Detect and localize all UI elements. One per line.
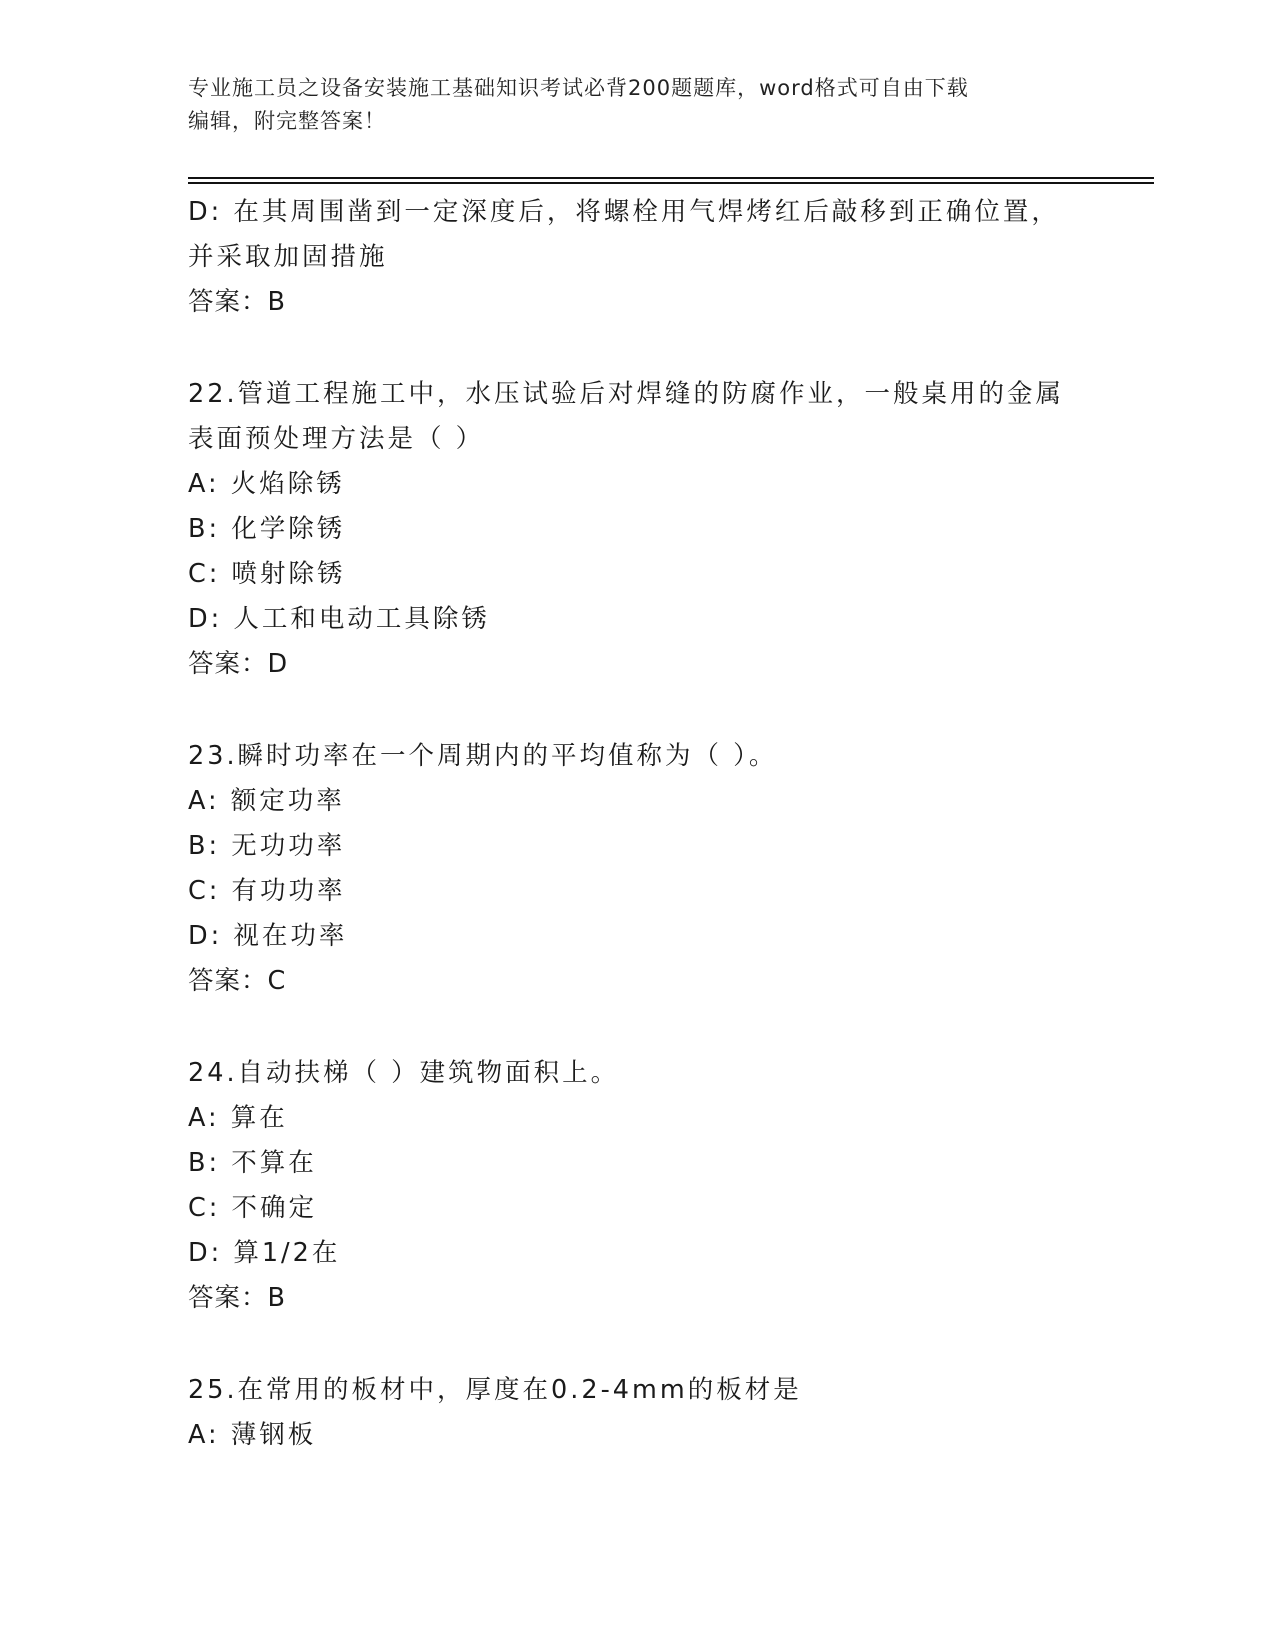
question-24 <box>188 1051 1148 1321</box>
spacer <box>188 1321 1148 1368</box>
document-header <box>188 72 1088 138</box>
answer-line: 答案：C <box>188 966 287 996</box>
option-a: A: 薄钢板 <box>188 1420 317 1450</box>
spacer <box>188 1004 1148 1051</box>
option-b: B: 化学除锈 <box>188 514 346 544</box>
question-stem: 24.自动扶梯（ ）建筑物面积上。 <box>188 1058 620 1088</box>
option-c: C: 不确定 <box>188 1193 318 1223</box>
option-d-line-1: D: 在其周围凿到一定深度后，将螺栓用气焊烤红后敲移到正确位置， <box>188 197 1060 227</box>
question-list <box>188 190 1148 1458</box>
option-c: C: 有功功率 <box>188 876 346 906</box>
question-22 <box>188 372 1148 687</box>
header-divider-top <box>188 177 1154 179</box>
question-stem: 25.在常用的板材中，厚度在0.2-4mm的板材是 <box>188 1375 802 1405</box>
option-c: C: 喷射除锈 <box>188 559 346 589</box>
header-divider-bottom <box>188 182 1154 184</box>
answer-line: 答案：B <box>188 1283 286 1313</box>
header-title-line-1: 专业施工员之设备安装施工基础知识考试必背200题题库，word格式可自由下载 <box>188 76 969 100</box>
header-title-line-2: 编辑，附完整答案！ <box>188 109 386 133</box>
option-d: D: 算1/2在 <box>188 1238 341 1268</box>
option-a: A: 算在 <box>188 1103 288 1133</box>
question-21-continuation <box>188 190 1148 325</box>
option-d: D: 人工和电动工具除锈 <box>188 604 490 634</box>
answer-line: 答案：D <box>188 649 289 679</box>
question-stem-continued: 表面预处理方法是（ ） <box>188 424 485 454</box>
question-stem: 23.瞬时功率在一个周期内的平均值称为（ ）。 <box>188 741 778 771</box>
spacer <box>188 325 1148 372</box>
option-a: A: 火焰除锈 <box>188 469 345 499</box>
option-d: D: 视在功率 <box>188 921 348 951</box>
question-23 <box>188 734 1148 1004</box>
spacer <box>188 687 1148 734</box>
answer-line: 答案：B <box>188 287 286 317</box>
option-a: A: 额定功率 <box>188 786 345 816</box>
option-b: B: 不算在 <box>188 1148 317 1178</box>
option-b: B: 无功功率 <box>188 831 346 861</box>
question-stem: 22.管道工程施工中，水压试验后对焊缝的防腐作业，一般桌用的金属 <box>188 379 1065 409</box>
question-25 <box>188 1368 1148 1458</box>
option-d-line-2: 并采取加固措施 <box>188 242 388 272</box>
